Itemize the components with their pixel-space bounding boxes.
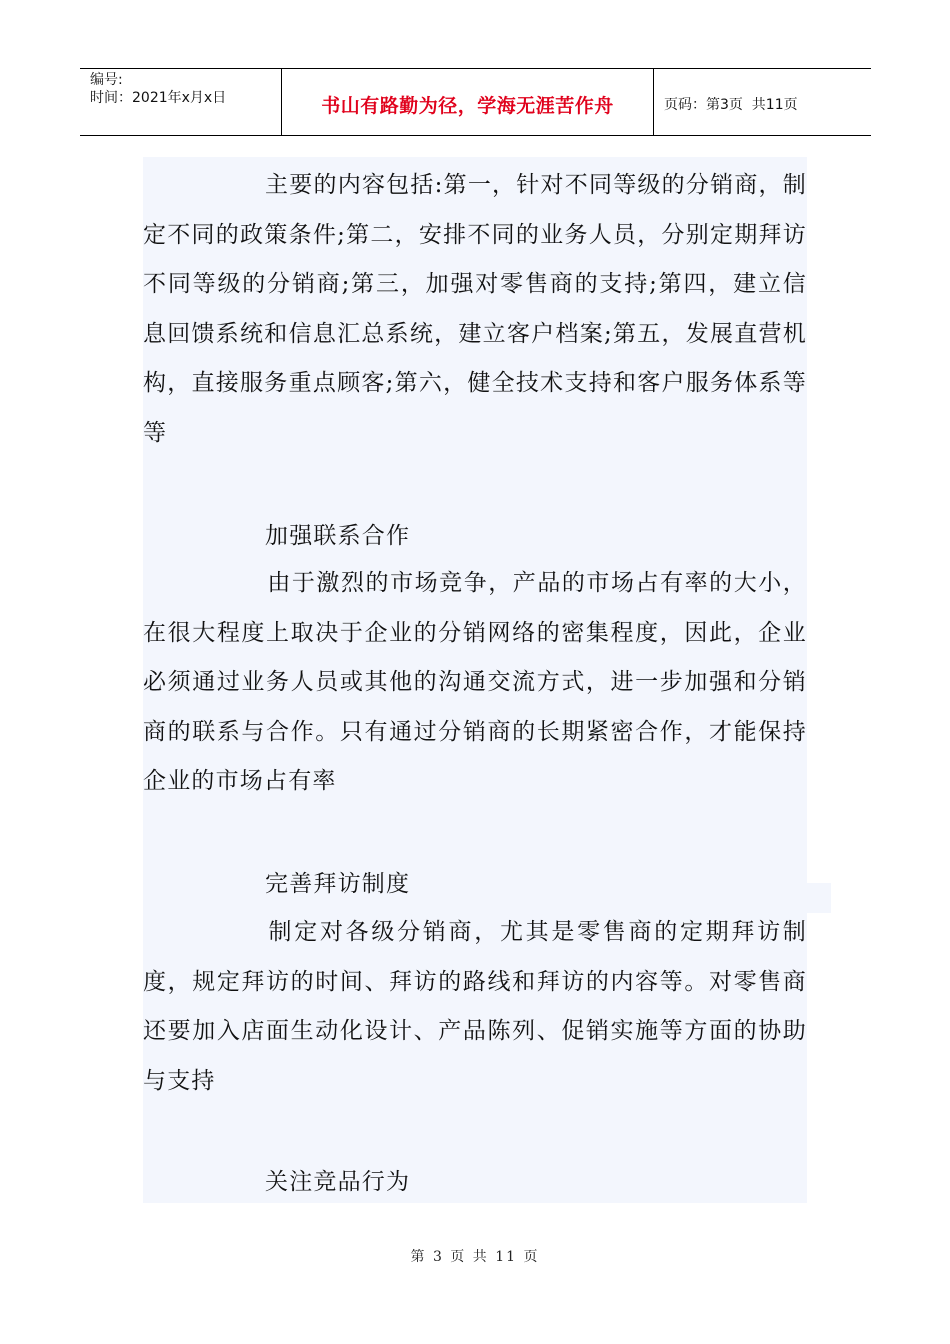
number-label: 编号: [90, 72, 123, 88]
header-page-info: 页码：第3页 共11页 [664, 97, 798, 113]
header-meta-cell [80, 69, 282, 135]
header-page-cell [654, 69, 871, 135]
date-label: 时间：2021年x月x日 [90, 90, 227, 106]
page-header [80, 68, 871, 136]
paragraph-text: 制定对各级分销商，尤其是零售商的定期拜访制度，规定拜访的时间、拜访的路线和拜访的内容等。对零售商还要加入店面生动化设计、产品陈列、促销实施等方面的协助与支持 [143, 919, 807, 1094]
document-body [143, 157, 807, 1203]
paragraph-visits [143, 908, 807, 1106]
header-motto: 书山有路勤为径，学海无涯苦作舟 [321, 94, 614, 117]
section-heading-competitors: 关注竞品行为 [265, 1169, 411, 1195]
page-footer: 第 3 页 共 11 页 [410, 1249, 540, 1265]
section-heading-cooperation: 加强联系合作 [265, 523, 411, 549]
section-heading-visits: 完善拜访制度 [265, 871, 411, 897]
paragraph-text: 主要的内容包括:第一，针对不同等级的分销商，制定不同的政策条件;第二，安排不同的业务人员，分别定期拜访不同等级的分销商;第三，加强对零售商的支持;第四，建立信息回馈系统和信息汇总系统，建立客户档案;第五，发展直营机构，直接服务重点顾客;第六，健全技术支持和客户服务体系等等 [143, 172, 807, 446]
paragraph-text: 由于激烈的市场竞争，产品的市场占有率的大小，在很大程度上取决于企业的分销网络的密集程度，因此，企业必须通过业务人员或其他的沟通交流方式，进一步加强和分销商的联系与合作。只有通过分销商的长期紧密合作，才能保持企业的市场占有率 [143, 570, 807, 794]
header-motto-cell [282, 69, 654, 135]
paragraph-main-content [143, 161, 807, 458]
paragraph-cooperation [143, 559, 807, 807]
highlight-overflow [807, 883, 831, 913]
